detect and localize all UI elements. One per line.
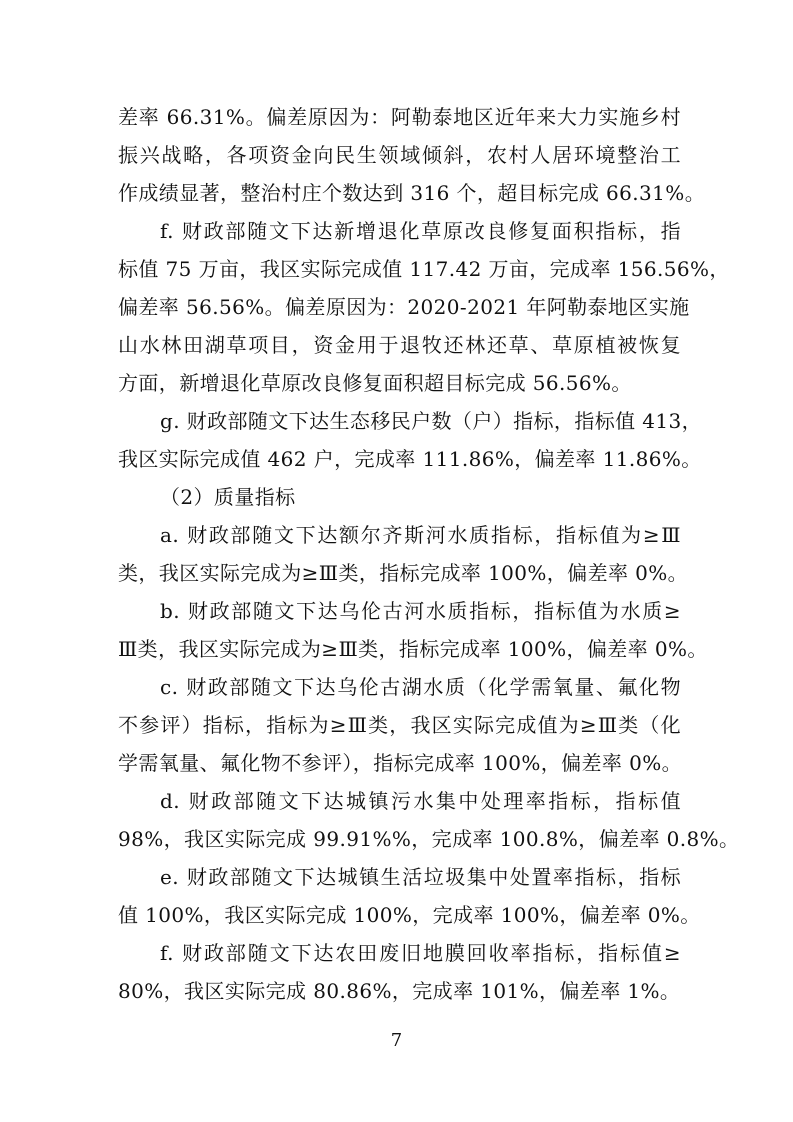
text-line: （2）质量指标: [160, 485, 296, 509]
text-line: d. 财政部随文下达城镇污水集中处理率指标，指标值: [160, 789, 681, 813]
text-line: 标值 75 万亩，我区实际完成值 117.42 万亩，完成率 156.56%，: [118, 257, 730, 281]
text-line: g. 财政部随文下达生态移民户数（户）指标，指标值 413，: [160, 409, 703, 433]
text-line: 偏差率 56.56%。偏差原因为：2020-2021 年阿勒泰地区实施: [118, 295, 690, 319]
text-line: 差率 66.31%。偏差原因为：阿勒泰地区近年来大力实施乡村: [118, 105, 681, 129]
text-line: f. 财政部随文下达农田废旧地膜回收率指标，指标值≥: [160, 941, 681, 965]
text-line: 98%，我区实际完成 99.91%%，完成率 100.8%，偏差率 0.8%。: [118, 827, 740, 851]
text-line: 类，我区实际完成为≥Ⅲ类，指标完成率 100%，偏差率 0%。: [118, 561, 689, 585]
text-line: b. 财政部随文下达乌伦古河水质指标，指标值为水质≥: [160, 599, 681, 623]
text-line: e. 财政部随文下达城镇生活垃圾集中处置率指标，指标: [160, 865, 681, 889]
text-line: 80%，我区实际完成 80.86%，完成率 101%，偏差率 1%。: [118, 979, 681, 1003]
text-line: Ⅲ类，我区实际完成为≥Ⅲ类，指标完成率 100%，偏差率 0%。: [118, 637, 708, 661]
text-line: 我区实际完成值 462 户，完成率 111.86%，偏差率 11.86%。: [118, 447, 702, 471]
text-line: c. 财政部随文下达乌伦古湖水质（化学需氧量、氟化物: [160, 675, 681, 699]
text-line: a. 财政部随文下达额尔齐斯河水质指标，指标值为≥Ⅲ: [160, 523, 681, 547]
body-text: [118, 98, 740, 1010]
text-line: 振兴战略，各项资金向民生领域倾斜，农村人居环境整治工: [118, 143, 681, 167]
text-line: 不参评）指标，指标为≥Ⅲ类，我区实际完成值为≥Ⅲ类（化: [118, 713, 681, 737]
text-line: 山水林田湖草项目，资金用于退牧还林还草、草原植被恢复: [118, 333, 681, 357]
text-line: 作成绩显著，整治村庄个数达到 316 个，超目标完成 66.31%。: [118, 181, 706, 205]
page-number: 7: [390, 1030, 403, 1051]
text-line: f. 财政部随文下达新增退化草原改良修复面积指标，指: [160, 219, 681, 243]
text-line: 学需氧量、氟化物不参评），指标完成率 100%，偏差率 0%。: [118, 751, 683, 775]
text-line: 值 100%，我区实际完成 100%，完成率 100%，偏差率 0%。: [118, 903, 701, 927]
text-line: 方面，新增退化草原改良修复面积超目标完成 56.56%。: [118, 371, 632, 395]
